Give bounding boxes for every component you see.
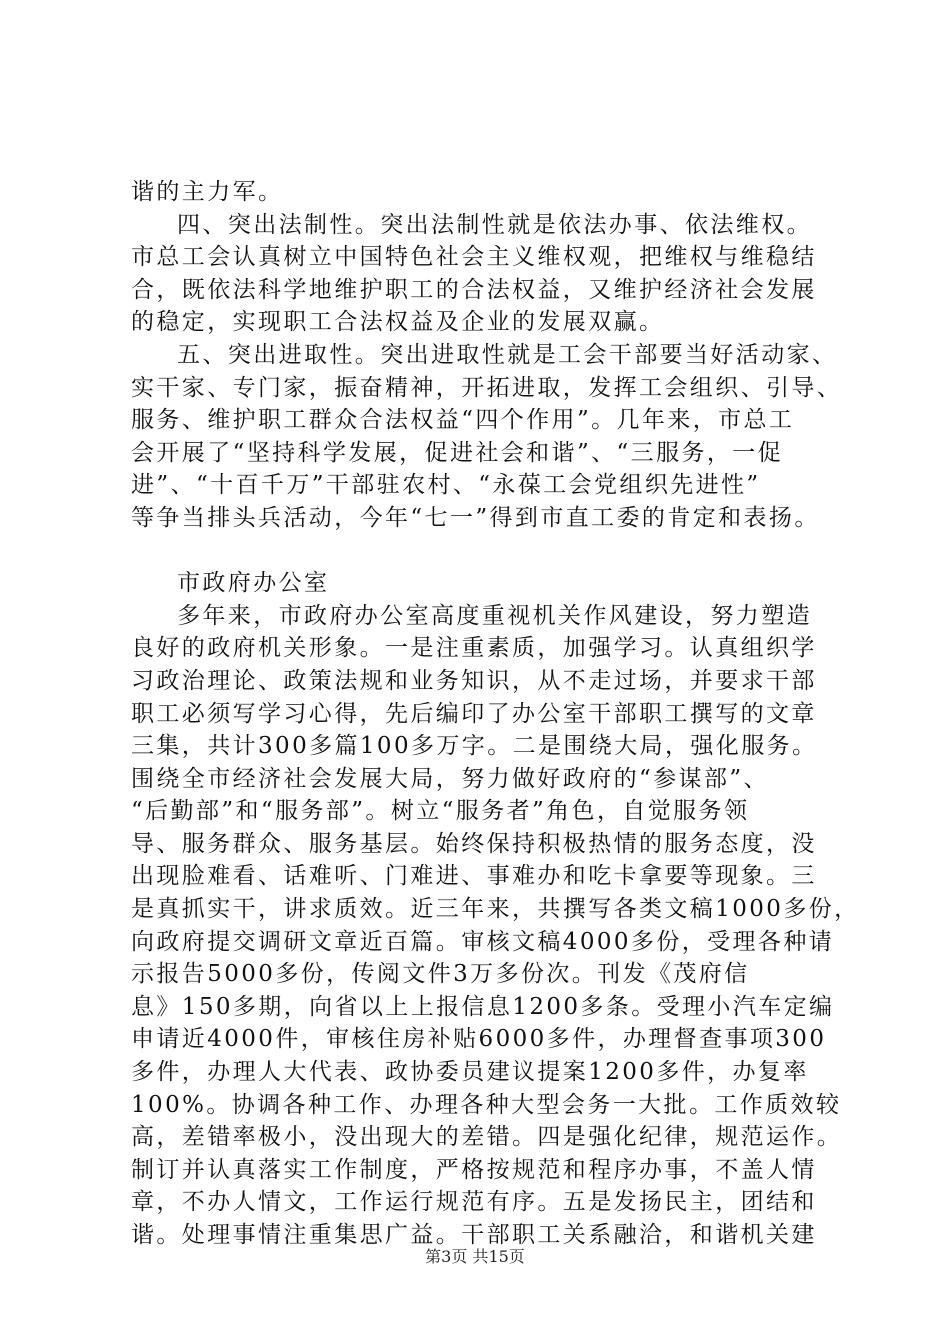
text-line: 息》150多期，向省以上上报信息1200多条。受理小汽车定编 bbox=[131, 993, 835, 1020]
text-line: 三集，共计300多篇100多万字。二是围绕大局，强化服务。 bbox=[131, 733, 818, 760]
text-line: 高，差错率极小，没出现大的差错。四是强化纪律，规范运作。 bbox=[131, 1124, 843, 1151]
text-line: 进”、“十百千万”干部驻农村、“永葆工会党组织先进性” bbox=[131, 472, 761, 499]
text-line: 会开展了“坚持科学发展，促进社会和谐”、“三服务，一促 bbox=[131, 439, 784, 466]
text-line: 出现脸难看、话难听、门难进、事难办和吃卡拿要等现象。三 bbox=[131, 863, 817, 890]
text-line: 服务、维护职工群众合法权益“四个作用”。几年来，市总工 bbox=[131, 407, 795, 434]
text-line: 导、服务群众、服务基层。始终保持积极热情的服务态度，没 bbox=[131, 830, 817, 857]
text-line: 谐的主力军。 bbox=[131, 179, 284, 205]
text-line: 申请近4000件，审核住房补贴6000多件，办理督查事项300 bbox=[131, 1026, 827, 1053]
text-line: 多件，办理人大代表、政协委员建议提案1200多件，办复率 bbox=[131, 1059, 809, 1086]
text-line: “后勤部”和“服务部”。树立“服务者”角色，自觉服务领 bbox=[131, 798, 750, 825]
text-line: 习政治理论、政策法规和业务知识，从不走过场，并要求干部 bbox=[131, 667, 817, 694]
text-line: 100%。协调各种工作、办理各种大型会务一大批。工作质效较 bbox=[131, 1091, 842, 1118]
text-line: 示报告5000多份，传阅文件3万多份次。刊发《茂府信 bbox=[131, 961, 750, 988]
text-line: 章，不办人情文，工作运行规范有序。五是发扬民主，团结和 bbox=[131, 1189, 817, 1216]
text-line: 合，既依法科学地维护职工的合法权益，又维护经济社会发展 bbox=[131, 276, 817, 303]
text-line: 的稳定，实现职工合法权益及企业的发展双赢。 bbox=[131, 309, 665, 336]
text-line: 良好的政府机关形象。一是注重素质，加强学习。认真组织学 bbox=[131, 635, 817, 662]
text-line: 五、突出进取性。突出进取性就是工会干部要当好活动家、 bbox=[177, 341, 838, 368]
text-line: 市政府办公室 bbox=[177, 570, 330, 597]
text-line: 等争当排头兵活动，今年“七一”得到市直工委的肯定和表扬。 bbox=[131, 504, 820, 531]
text-line: 职工必须写学习心得，先后编印了办公室干部职工撰写的文章 bbox=[131, 700, 817, 727]
document-body bbox=[131, 176, 860, 1252]
text-line: 多年来，市政府办公室高度重视机关作风建设，努力塑造 bbox=[177, 602, 812, 629]
text-line: 市总工会认真树立中国特色社会主义维权观，把维权与维稳结 bbox=[131, 244, 817, 271]
text-line: 四、突出法制性。突出法制性就是依法办事、依法维权。 bbox=[177, 211, 812, 238]
text-line: 围绕全市经济社会发展大局，努力做好政府的“参谋部”、 bbox=[131, 765, 769, 792]
text-line: 实干家、专门家，振奋精神，开拓进取，发挥工会组织、引导、 bbox=[131, 374, 843, 401]
text-line: 向政府提交调研文章近百篇。审核文稿4000多份，受理各种请 bbox=[131, 928, 835, 955]
text-line: 谐。处理事情注重集思广益。干部职工关系融洽，和谐机关建 bbox=[131, 1222, 817, 1248]
text-line: 是真抓实干，讲求质效。近三年来，共撰写各类文稿1000多份， bbox=[131, 896, 860, 923]
text-line: 制订并认真落实工作制度，严格按规范和程序办事，不盖人情 bbox=[131, 1156, 817, 1183]
blank-line bbox=[131, 535, 831, 568]
page-footer: 第3页 共15页 bbox=[425, 1247, 525, 1266]
